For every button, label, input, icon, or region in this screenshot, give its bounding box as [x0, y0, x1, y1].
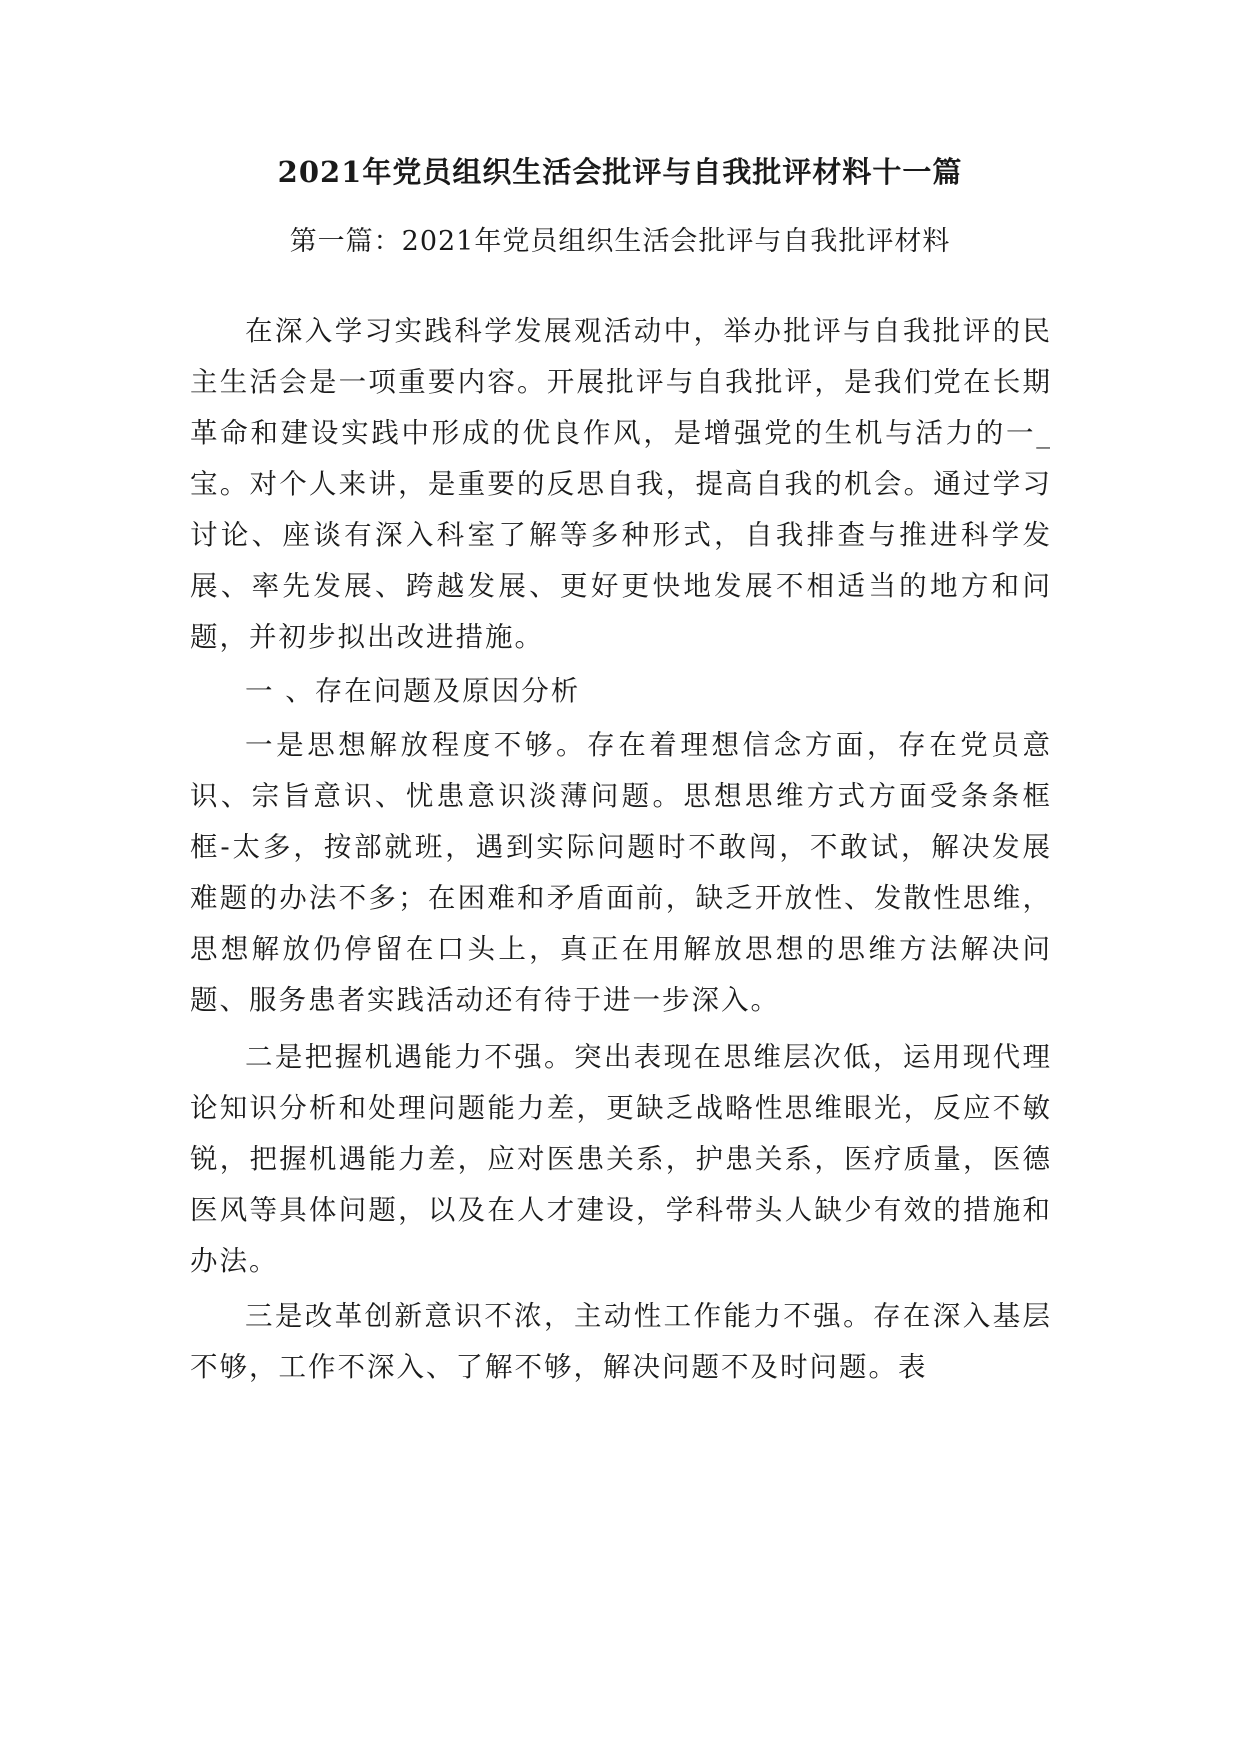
paragraph-problem-two: 二是把握机遇能力不强。突出表现在思维层次低，运用现代理论知识分析和处理问题能力差，更缺乏战略性思维眼光，反应不敏锐，把握机遇能力差，应对医患关系，护患关系，医疗质量，医德医风等具体问题，以及在人才建设，学科带头人缺少有效的措施和办法。: [190, 1041, 1052, 1277]
document-subtitle: 第一篇：2021年党员组织生活会批评与自我批评材料: [289, 226, 951, 257]
section-heading: 一 、存在问题及原因分析: [245, 675, 581, 707]
paragraph-problem-three: 三是改革创新意识不浓，主动性工作能力不强。存在深入基层不够，工作不深入、了解不够，解决问题不及时问题。表: [190, 1300, 1052, 1383]
document-body: [190, 306, 1052, 1393]
paragraph-intro: 在深入学习实践科学发展观活动中，举办批评与自我批评的民主生活会是一项重要内容。开展批评与自我批评，是我们党在长期革命和建设实践中形成的优良作风，是增强党的生机与活力的一_宝。对个人来讲，是重要的反思自我，提高自我的机会。通过学习讨论、座谈有深入科室了解等多种形式，自我排查与推进科学发展、率先发展、跨越发展、更好更快地发展不相适当的地方和问题，并初步拟出改进措施。: [190, 315, 1052, 653]
paragraph-problem-one: 一是思想解放程度不够。存在着理想信念方面，存在党员意识、宗旨意识、忧患意识淡薄问题。思想思维方式方面受条条框框-太多，按部就班，遇到实际问题时不敢闯，不敢试，解决发展难题的办法不多；在困难和矛盾面前，缺乏开放性、发散性思维，思想解放仍停留在口头上，真正在用解放思想的思维方法解决问题、服务患者实践活动还有待于进一步深入。: [190, 729, 1052, 1016]
document-title: 2021年党员组织生活会批评与自我批评材料十一篇: [277, 155, 963, 189]
